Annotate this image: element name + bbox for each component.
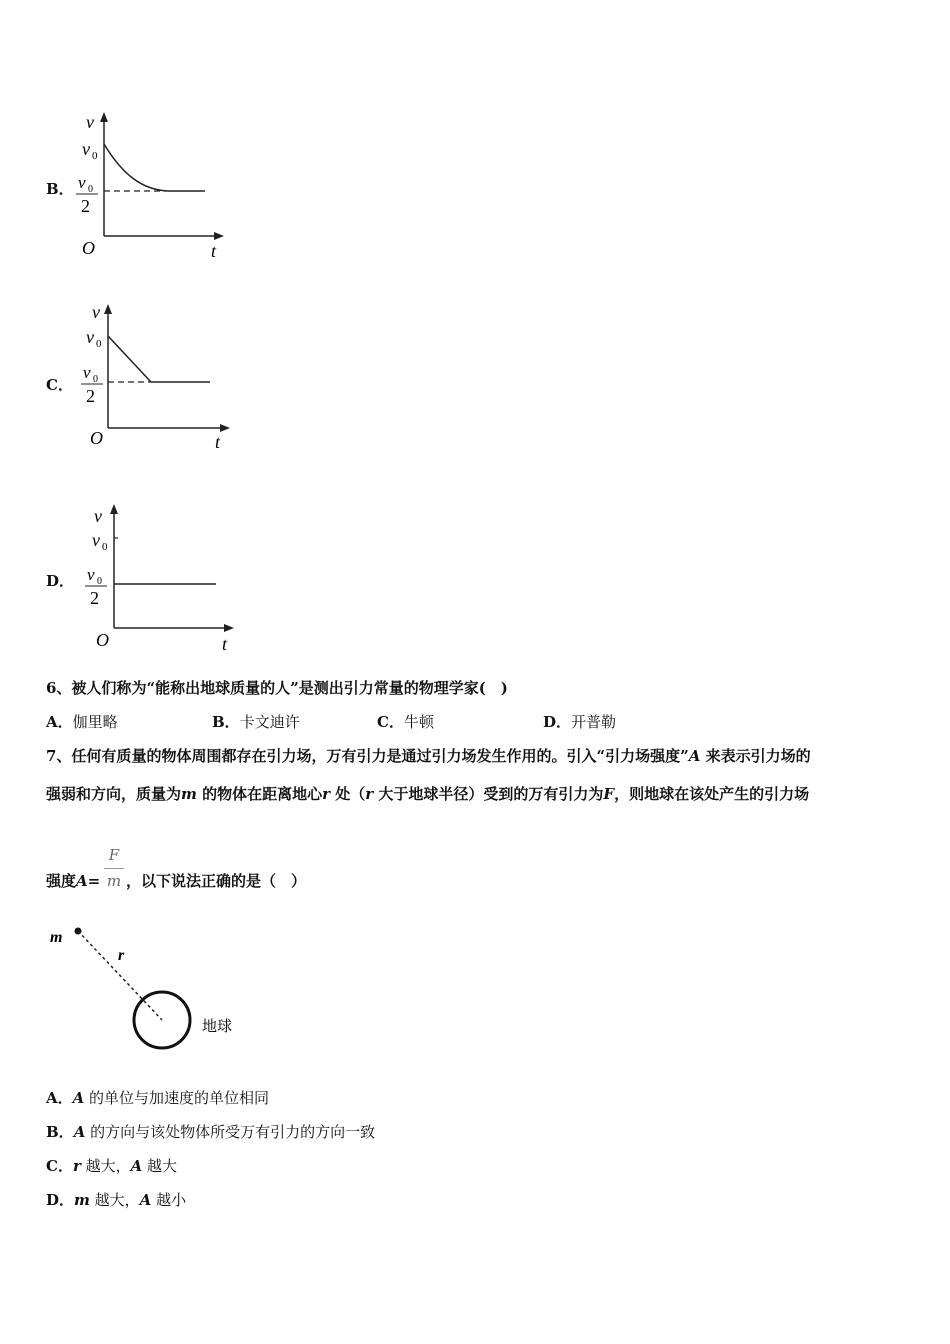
t-axis-arrow — [214, 232, 224, 240]
radius-line — [78, 931, 162, 1020]
v0-label: v — [86, 327, 94, 347]
v-axis-label: v — [92, 302, 100, 322]
q6-option-b-text: 卡文迪许 — [239, 713, 300, 731]
radius-label: r — [118, 947, 125, 964]
t-axis-label: t — [215, 432, 221, 452]
option-c-label: C． — [46, 376, 73, 394]
gravity-field-diagram — [40, 916, 260, 1066]
half-v0-den: 2 — [86, 386, 95, 406]
v0-label: v — [82, 139, 90, 159]
q7-option-d[interactable]: D．m 越大，A 越小 — [46, 1191, 187, 1209]
graph-c — [76, 300, 236, 460]
mass-label: m — [50, 929, 63, 946]
fraction-denominator: m — [106, 872, 122, 890]
half-v0-den: 2 — [90, 588, 99, 608]
t-axis-arrow — [224, 624, 234, 632]
half-v0-num: v — [78, 173, 86, 192]
q6-option-b[interactable] — [212, 712, 300, 732]
option-b-label: B． — [46, 180, 74, 198]
origin-label: O — [82, 238, 95, 258]
half-v0-den: 2 — [81, 196, 90, 216]
half-v0-num: v — [87, 565, 95, 584]
v-axis-label: v — [86, 112, 94, 132]
origin-label: O — [96, 630, 109, 650]
q6-option-c[interactable] — [377, 712, 434, 732]
option-d-label: D． — [46, 572, 75, 590]
graph-d — [80, 500, 240, 660]
graph-b — [70, 108, 230, 268]
v-axis-arrow — [110, 504, 118, 514]
q7-option-b[interactable]: B．A 的方向与该处物体所受万有引力的方向一致 — [46, 1123, 376, 1141]
t-axis-label: t — [222, 634, 228, 654]
v0-label: v — [92, 530, 100, 550]
v-axis-label: v — [94, 506, 102, 526]
half-v0-num-sub: 0 — [88, 184, 93, 195]
origin-label: O — [90, 428, 103, 448]
q6-option-d-key: D． — [543, 713, 572, 731]
q6-option-a-text: 伽里略 — [72, 713, 118, 731]
q6-stem: 6、被人们称为“能称出地球质量的人”是测出引力常量的物理学家( ) — [46, 679, 508, 697]
v0-subscript: 0 — [96, 338, 102, 350]
v-axis-arrow — [100, 112, 108, 122]
q7-option-a[interactable]: A．A 的单位与加速度的单位相同 — [46, 1089, 270, 1107]
q6-option-c-key: C． — [377, 713, 404, 731]
q6-option-a-key: A． — [46, 713, 73, 731]
q6-option-b-key: B． — [212, 713, 240, 731]
earth-label: 地球 — [202, 1019, 233, 1035]
v-axis-arrow — [104, 304, 112, 314]
q6-option-c-text: 牛顿 — [403, 713, 434, 731]
half-v0-num-sub: 0 — [97, 576, 102, 587]
t-axis-arrow — [220, 424, 230, 432]
v0-subscript: 0 — [92, 150, 98, 162]
velocity-line — [108, 336, 210, 382]
q7-stem-line3-left: 强度A= — [46, 872, 101, 890]
q7-option-c[interactable]: C．r 越大，A 越大 — [46, 1157, 178, 1175]
fraction-bar — [104, 868, 124, 869]
half-v0-num: v — [83, 363, 91, 382]
q7-stem-line3-right: ，以下说法正确的是（ ） — [126, 872, 307, 890]
v0-subscript: 0 — [102, 541, 108, 553]
q7-stem-line1: 7、任何有质量的物体周围都存在引力场，万有引力是通过引力场发生作用的。引入“引力场强度”A 来表示引力场的 — [46, 747, 811, 765]
q7-stem-line2: 强弱和方向，质量为m 的物体在距离地心r 处（r 大于地球半径）受到的万有引力为F，则地球在该处产生的引力场 — [46, 785, 810, 803]
q6-option-d-text: 开普勒 — [571, 713, 617, 731]
half-v0-num-sub: 0 — [93, 374, 98, 385]
t-axis-label: t — [211, 241, 217, 261]
fraction-numerator: F — [108, 846, 120, 864]
velocity-curve — [104, 144, 205, 191]
q6-option-d[interactable] — [543, 712, 616, 732]
q6-option-a[interactable] — [46, 712, 118, 732]
